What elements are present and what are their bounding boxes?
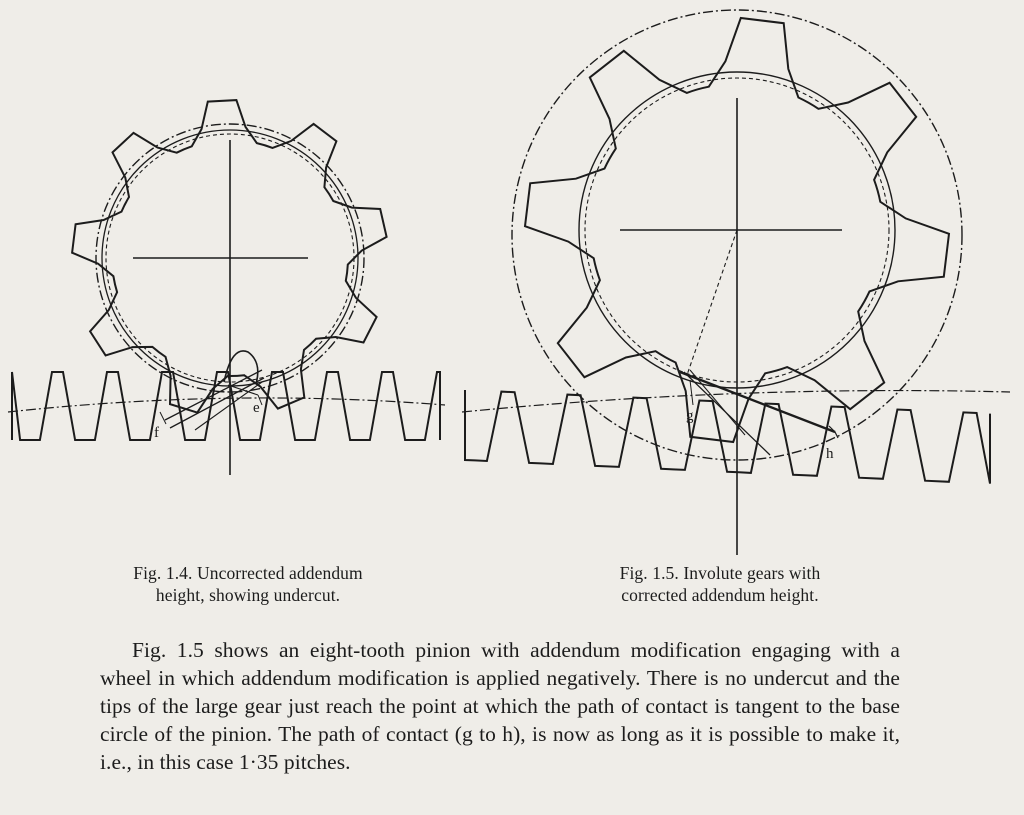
radius-line xyxy=(687,230,737,375)
label-f-leader xyxy=(160,412,166,424)
caption-line: corrected addendum height. xyxy=(621,585,819,605)
figure-1-5-caption xyxy=(540,562,900,606)
line-of-action-1 xyxy=(165,370,262,420)
label-h: h xyxy=(826,446,834,462)
rack-outline xyxy=(465,390,990,484)
body-paragraph xyxy=(100,636,900,776)
rack-pitch-line xyxy=(8,398,445,412)
paragraph-text: Fig. 1.5 shows an eight-tooth pinion with addendum modification engaging with a wheel in which addendum modification is applied negatively. There is no undercut and the tips of the large gear just reach the point at which the path of contact is tangent to the base circle of the pinion. The path of contact (g to h), is now as long as it is possible to make it, i.e., in this case 1·35 pitches. xyxy=(100,638,900,774)
label-g: g xyxy=(686,408,694,424)
caption-line: height, showing undercut. xyxy=(155,585,341,605)
label-g-leader xyxy=(690,380,693,405)
label-f: f xyxy=(154,425,159,441)
figure-1-4-caption xyxy=(58,562,438,606)
label-e: e xyxy=(253,400,260,416)
caption-line: Fig. 1.5. Involute gears with xyxy=(619,563,821,583)
figure-1-4-drawing xyxy=(8,100,445,475)
caption-line: Fig. 1.4. Uncorrected addendum xyxy=(133,563,363,583)
figure-1-5-drawing xyxy=(462,10,1010,555)
